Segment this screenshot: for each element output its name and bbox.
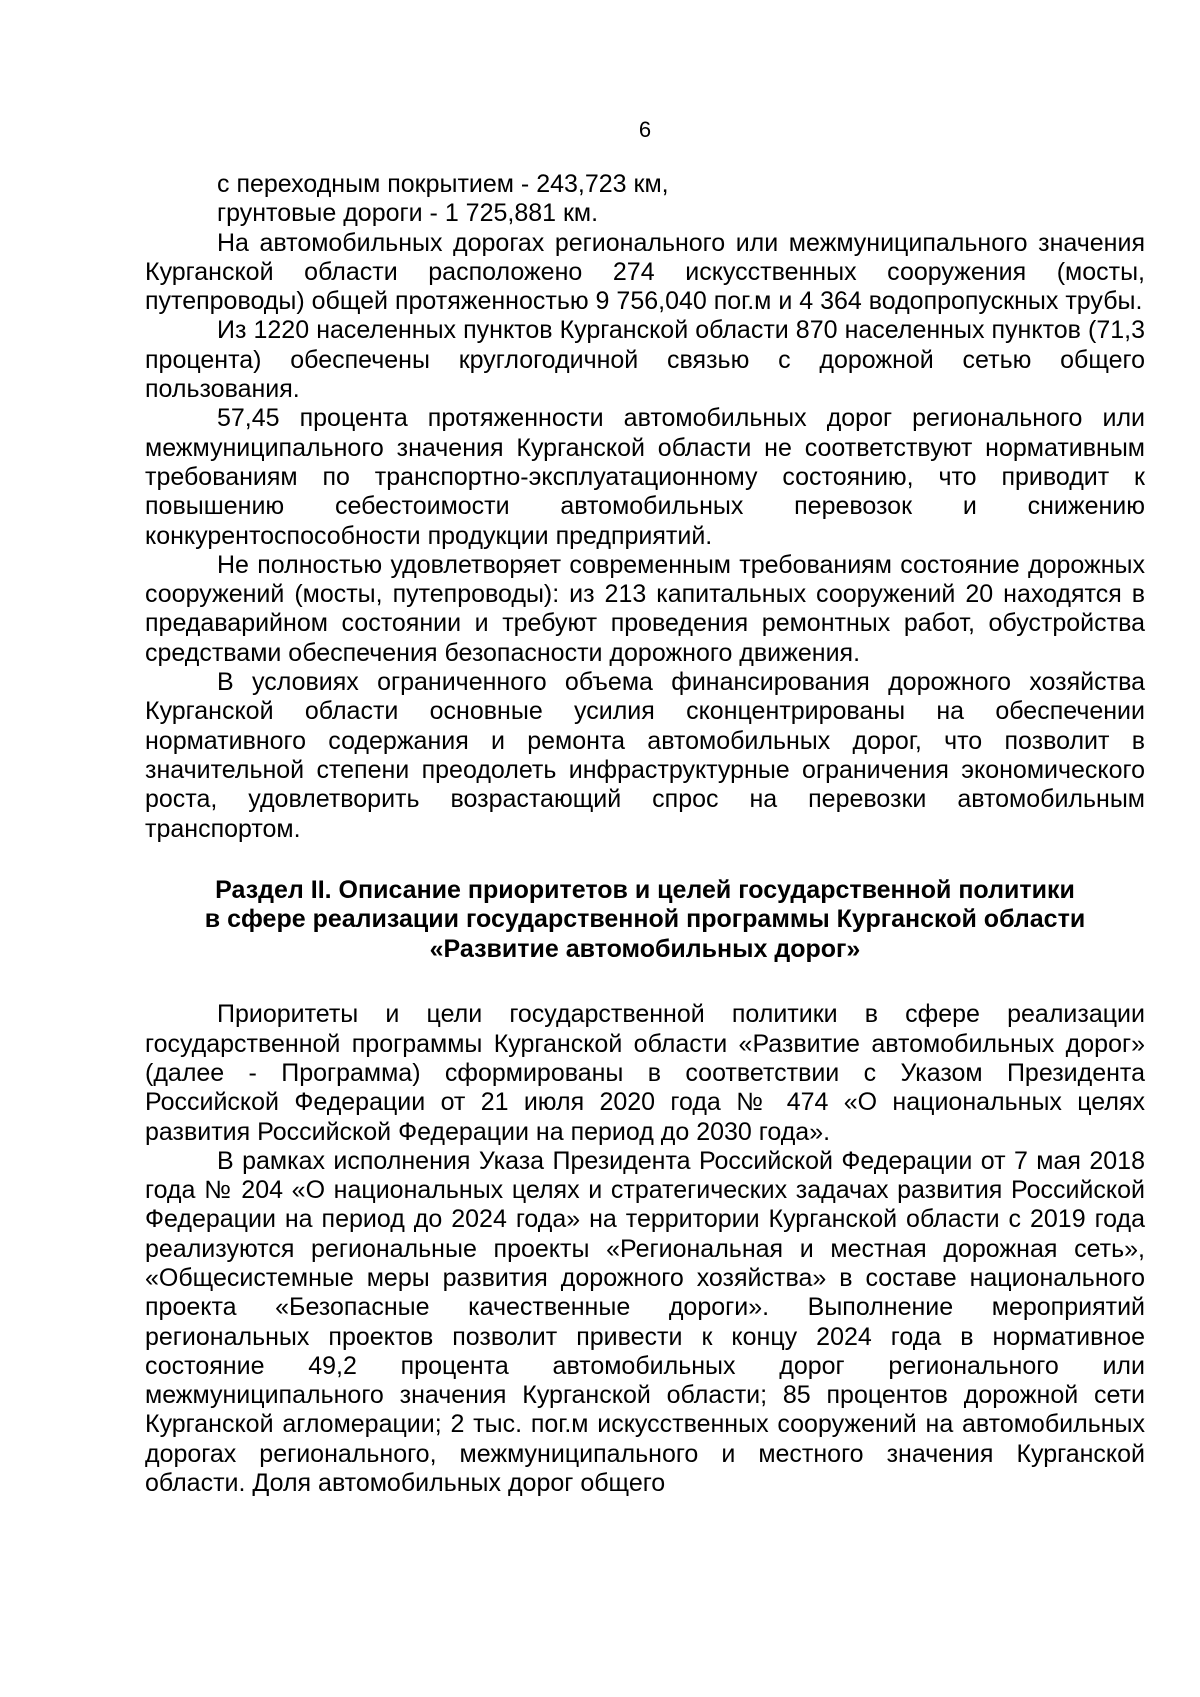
paragraph: Из 1220 населенных пунктов Курганской области 870 населенных пунктов (71,3 процента) обеспечены круглогодичной связью с дорожной сетью общего пользования. bbox=[145, 316, 1145, 404]
paragraph: На автомобильных дорогах регионального или межмуниципального значения Курганской области расположено 274 искусственных сооружения (мосты, путепроводы) общей протяженностью 9 756,040 пог.м и 4 364 водопропускных трубы. bbox=[145, 228, 1145, 316]
paragraph: грунтовые дороги - 1 725,881 км. bbox=[217, 199, 599, 228]
paragraph: с переходным покрытием - 243,723 км, bbox=[217, 170, 669, 198]
paragraph: В рамках исполнения Указа Президента Российской Федерации от 7 мая 2018 года № 204 «О национальных целях и стратегических задачах развития Российской Федерации на период до 2024 года» на территории Курганской области с 2019 года реализуются региональные проекты «Региональная и местная дорожная сеть», «Общесистемные меры развития дорожного хозяйства» в составе национального проекта «Безопасные качественные дороги». Выполнение мероприятий региональных проектов позволит привести к концу 2024 года в нормативное состояние 49,2 процента автомобильных дорог регионального или межмуниципального значения Курганской области; 85 процентов дорожной сети Курганской агломерации; 2 тыс. пог.м искусственных сооружений на автомобильных дорогах регионального, межмуниципального и местного значения Курганской области. Доля автомобильных дорог общего bbox=[145, 1146, 1145, 1498]
section-heading bbox=[145, 876, 1145, 965]
section-heading-line: «Развитие автомобильных дорог» bbox=[429, 934, 861, 963]
page-number: 6 bbox=[638, 117, 652, 142]
section-heading-line: в сфере реализации государственной программы Курганской области bbox=[204, 905, 1086, 934]
paragraph: В условиях ограниченного объема финансирования дорожного хозяйства Курганской области основные усилия сконцентрированы на обеспечении нормативного содержания и ремонта автомобильных дорог, что позволит в значительной степени преодолеть инфраструктурные ограничения экономического роста, удовлетворить возрастающий спрос на перевозки автомобильным транспортом. bbox=[145, 668, 1145, 843]
paragraph: Не полностью удовлетворяет современным требованиям состояние дорожных сооружений (мосты, путепроводы): из 213 капитальных сооружений 20 находятся в предаварийном состоянии и требуют проведения ремонтных работ, обустройства средствами обеспечения безопасности дорожного движения. bbox=[145, 550, 1145, 667]
paragraph: 57,45 процента протяженности автомобильных дорог регионального или межмуниципального значения Курганской области не соответствуют нормативным требованиям по транспортно-эксплуатационному состоянию, что приводит к повышению себестоимости автомобильных перевозок и снижению конкурентоспособности продукции предприятий. bbox=[145, 404, 1145, 550]
section-heading-line: Раздел II. Описание приоритетов и целей государственной политики bbox=[215, 875, 1075, 904]
document-body bbox=[145, 170, 1145, 1498]
paragraph: Приоритеты и цели государственной политики в сфере реализации государственной программы Курганской области «Развитие автомобильных дорог» (далее - Программа) сформированы в соответствии с Указом Президента Российской Федерации от 21 июля 2020 года № 474 «О национальных целях развития Российской Федерации на период до 2030 года». bbox=[145, 1000, 1145, 1146]
